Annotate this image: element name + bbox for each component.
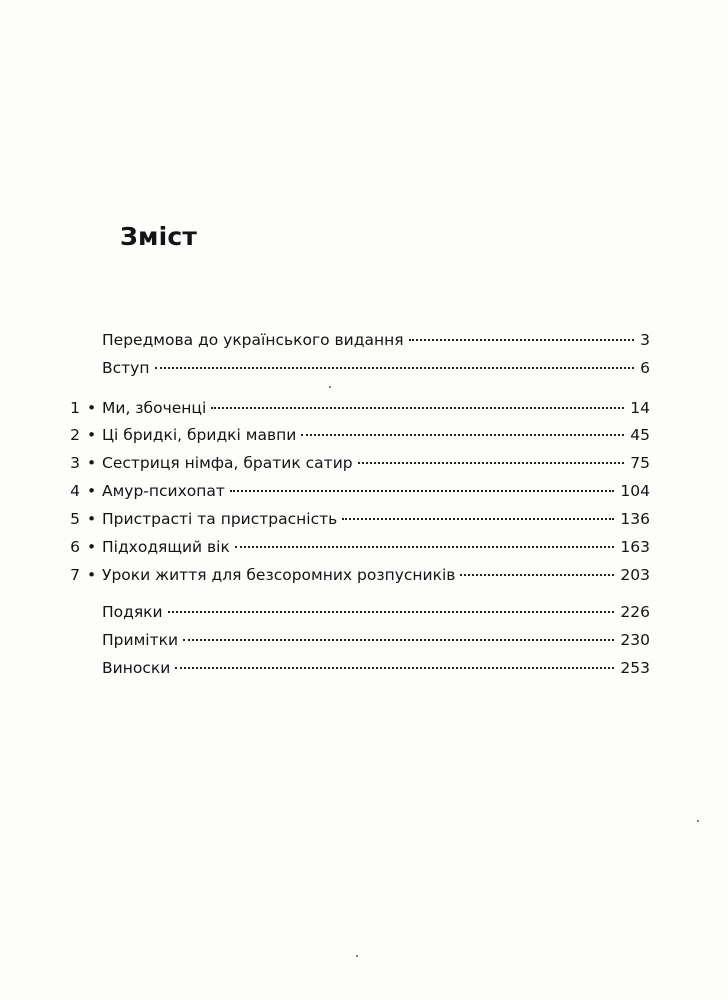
chapter-number: 1	[70, 399, 80, 417]
dot-leader	[301, 434, 624, 436]
dot-leader	[175, 667, 614, 669]
bullet-icon: •	[87, 566, 97, 584]
scan-speck	[356, 955, 358, 957]
toc-entry-chapter-6[interactable]	[0, 535, 728, 559]
dot-leader	[155, 367, 635, 369]
dot-leader	[342, 518, 614, 520]
toc-entry-chapter-1[interactable]	[0, 396, 728, 420]
scan-speck	[329, 386, 331, 388]
toc-page-number: 226	[620, 603, 650, 621]
bullet-icon: •	[87, 482, 97, 500]
chapter-number: 7	[70, 566, 80, 584]
bullet-icon: •	[87, 538, 97, 556]
toc-entry-chapter-3[interactable]	[0, 451, 728, 475]
toc-page-number: 163	[620, 538, 650, 556]
toc-page-number: 75	[630, 454, 650, 472]
toc-entry-label: Пристрасті та пристрасність	[102, 510, 338, 528]
dot-leader	[358, 462, 625, 464]
toc-entry-acknowledgments[interactable]	[0, 600, 728, 624]
chapter-number: 6	[70, 538, 80, 556]
bullet-icon: •	[87, 426, 97, 444]
toc-page-number: 230	[620, 631, 650, 649]
dot-leader	[409, 339, 635, 341]
toc-entry-label: Подяки	[102, 603, 163, 621]
toc-entry-label: Підходящий вік	[102, 538, 230, 556]
toc-page-number: 253	[620, 659, 650, 677]
toc-entry-label: Передмова до українського видання	[102, 331, 404, 349]
toc-entry-label: Ці бридкі, бридкі мавпи	[102, 426, 297, 444]
toc-entry-footnotes[interactable]	[0, 656, 728, 680]
chapter-number: 2	[70, 426, 80, 444]
toc-entry-introduction[interactable]	[0, 356, 728, 380]
toc-entry-label: Сестриця німфа, братик сатир	[102, 454, 353, 472]
toc-entry-label: Виноски	[102, 659, 171, 677]
toc-page-number: 6	[640, 359, 650, 377]
chapter-number: 4	[70, 482, 80, 500]
toc-page-number: 45	[630, 426, 650, 444]
dot-leader	[211, 407, 624, 409]
toc-entry-chapter-5[interactable]	[0, 507, 728, 531]
dot-leader	[168, 611, 615, 613]
scan-speck	[697, 820, 699, 822]
toc-entry-chapter-7[interactable]	[0, 563, 728, 587]
dot-leader	[230, 490, 614, 492]
toc-page-number: 136	[620, 510, 650, 528]
bullet-icon: •	[87, 510, 97, 528]
contents-title: Зміст	[120, 222, 198, 251]
bullet-icon: •	[87, 454, 97, 472]
toc-entry-label: Амур-психопат	[102, 482, 225, 500]
chapter-number: 5	[70, 510, 80, 528]
toc-entry-label: Вступ	[102, 359, 150, 377]
toc-page-number: 3	[640, 331, 650, 349]
toc-entry-chapter-2[interactable]	[0, 423, 728, 447]
toc-entry-label: Уроки життя для безсоромних розпусників	[102, 566, 456, 584]
toc-entry-notes[interactable]	[0, 628, 728, 652]
toc-entry-label: Примітки	[102, 631, 179, 649]
dot-leader	[235, 546, 615, 548]
toc-page-number: 104	[620, 482, 650, 500]
toc-entry-chapter-4[interactable]	[0, 479, 728, 503]
bullet-icon: •	[87, 399, 97, 417]
dot-leader	[183, 639, 614, 641]
toc-entry-label: Ми, збоченці	[102, 399, 207, 417]
toc-page-number: 203	[620, 566, 650, 584]
toc-entry-preface[interactable]	[0, 328, 728, 352]
chapter-number: 3	[70, 454, 80, 472]
toc-page-number: 14	[630, 399, 650, 417]
dot-leader	[460, 574, 614, 576]
